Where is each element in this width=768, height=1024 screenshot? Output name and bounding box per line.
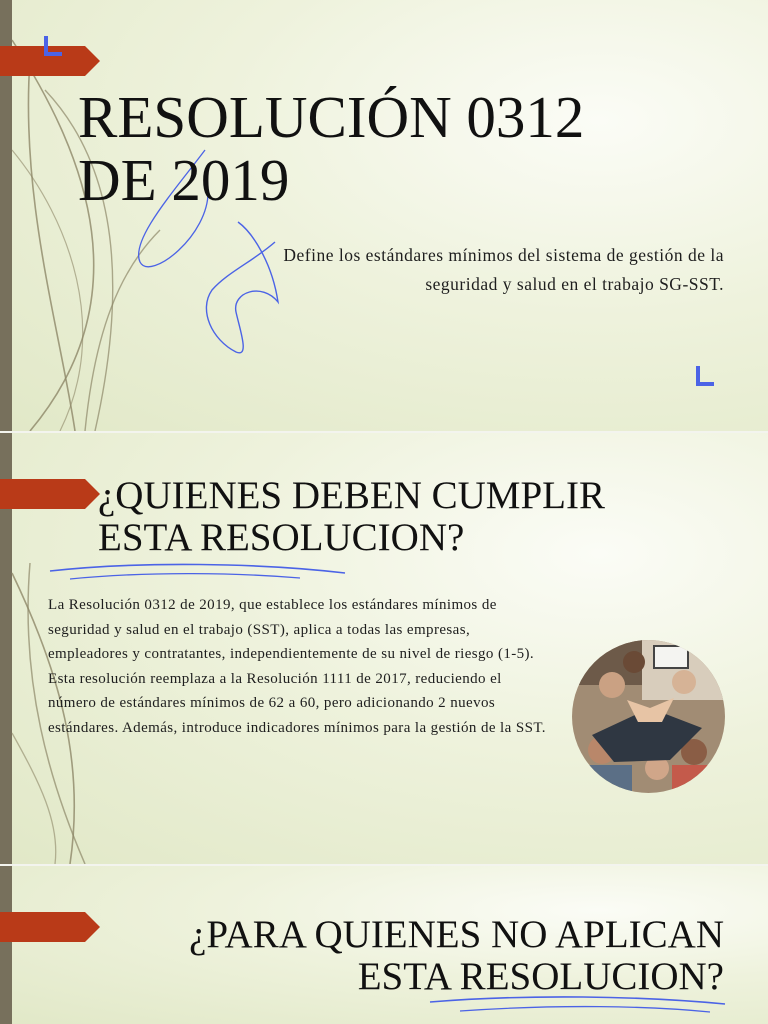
slide-1-title [78, 86, 584, 212]
team-hands-image [572, 640, 725, 793]
slide-3 [0, 866, 768, 1024]
slide-1-title-line2: DE 2019 [78, 147, 290, 214]
title-underline-scribble [0, 866, 768, 1024]
team-hands-photo [572, 640, 725, 793]
corner-bracket-top [44, 36, 62, 56]
blue-swirl-decoration [0, 0, 768, 431]
slide-3-title-line1: ¿PARA QUIENES NO APLICAN [189, 913, 724, 956]
slide-2-title-line1: ¿QUIENES DEBEN CUMPLIR [98, 474, 605, 517]
slide-3-title-line2: ESTA RESOLUCION? [357, 954, 724, 998]
slide-1-title-line1: RESOLUCIÓN 0312 [78, 84, 585, 150]
slide-2 [0, 433, 768, 864]
slide-1 [0, 0, 768, 431]
slide-2-title-line2: ESTA RESOLUCION? [98, 515, 465, 559]
slide-1-subtitle: Define los estándares mínimos del sistema de gestión de la seguridad y salud en el trabajo SG-SST. [283, 245, 724, 294]
corner-bracket-bottom [696, 366, 714, 386]
slide-2-body: La Resolución 0312 de 2019, que establece los estándares mínimos de seguridad y salud en el trabajo (SST), aplica a todas las empresas, empleadores y contratantes, independientemente de su nivel de riesgo (1-5). Esta resolución reemplaza a la Resolución 1111 de 2017, reduciendo el número de estándares mínimos de 62 a 60, pero adicionando 2 nuevos estándares. Además, introduce indicadores mínimos para la gestión de la SST. [48, 597, 546, 736]
